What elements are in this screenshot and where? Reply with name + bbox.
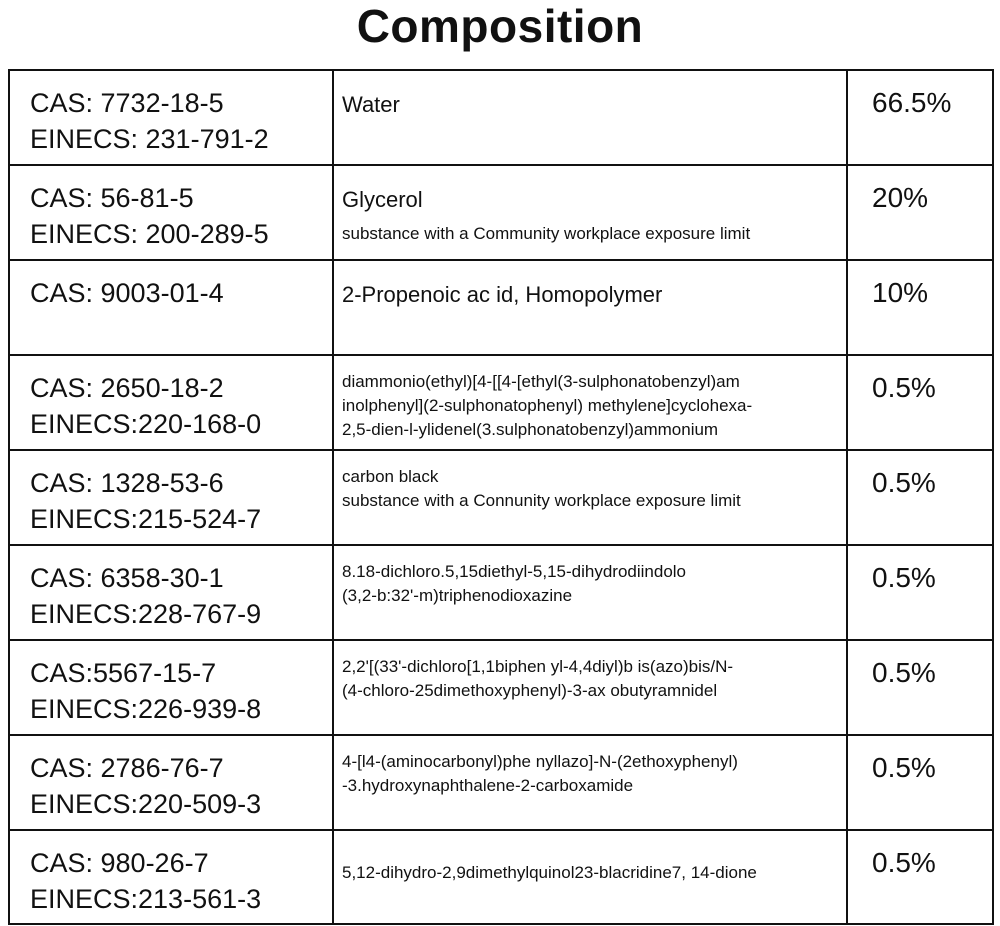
percent-value: 0.5% <box>872 467 936 498</box>
einecs-number: EINECS:220-168-0 <box>30 409 262 439</box>
cas-number: CAS: 9003-01-4 <box>30 278 224 308</box>
percent-value: 10% <box>872 277 929 308</box>
einecs-number: EINECS:228-767-9 <box>30 599 262 629</box>
substance-name-line: (3,2-b:32'-m)triphenodioxazine <box>342 586 573 605</box>
substance-cell <box>333 70 847 165</box>
page-title: Composition <box>356 0 644 52</box>
substance-name-line: -3.hydroxynaphthalene-2-carboxamide <box>342 776 634 795</box>
substance-note: substance with a Connunity workplace exposure limit <box>342 491 741 510</box>
identifier-cell <box>9 640 333 735</box>
table-row <box>9 830 993 924</box>
identifier-cell <box>9 355 333 450</box>
cas-number: CAS: 1328-53-6 <box>30 468 224 498</box>
table-row <box>9 640 993 735</box>
substance-name: 2-Propenoic ac id, Homopolymer <box>342 282 663 307</box>
composition-table <box>8 69 994 925</box>
percent-cell <box>847 545 993 640</box>
identifier-cell <box>9 830 333 924</box>
percent-cell <box>847 640 993 735</box>
table-row <box>9 260 993 355</box>
percent-cell <box>847 260 993 355</box>
substance-cell <box>333 450 847 545</box>
substance-name-line: 2,2'[(33'-dichloro[1,1biphen yl-4,4diyl)b is(azo)bis/N- <box>342 657 734 676</box>
einecs-number: EINECS:213-561-3 <box>30 884 262 914</box>
substance-name: Water <box>342 92 400 117</box>
percent-cell <box>847 70 993 165</box>
cas-number: CAS: 56-81-5 <box>30 183 194 213</box>
table-row <box>9 165 993 260</box>
cas-number: CAS: 2786-76-7 <box>30 753 224 783</box>
table-row <box>9 735 993 830</box>
percent-value: 0.5% <box>872 657 936 688</box>
cas-number: CAS:5567-15-7 <box>30 658 217 688</box>
percent-cell <box>847 735 993 830</box>
substance-name-line: 4-[l4-(aminocarbonyl)phe nyllazo]-N-(2ethoxyphenyl) <box>342 752 738 771</box>
substance-name-line: 5,12-dihydro-2,9dimethylquinol23-blacridine7, 14-dione <box>342 863 757 882</box>
substance-name-line: 2,5-dien-l-ylidenel(3.sulphonatobenzyl)ammonium <box>342 420 719 439</box>
cas-number: CAS: 2650-18-2 <box>30 373 224 403</box>
einecs-number: EINECS: 231-791-2 <box>30 124 269 154</box>
percent-value: 0.5% <box>872 847 936 878</box>
table-row <box>9 355 993 450</box>
percent-cell <box>847 165 993 260</box>
substance-name-line: (4-chloro-25dimethoxyphenyl)-3-ax obutyramnidel <box>342 681 718 700</box>
substance-name-line: inolphenyl](2-sulphonatophenyl) methylene]cyclohexa- <box>342 396 753 415</box>
cas-number: CAS: 7732-18-5 <box>30 88 224 118</box>
substance-note: substance with a Community workplace exposure limit <box>342 224 751 243</box>
substance-cell <box>333 640 847 735</box>
substance-cell <box>333 830 847 924</box>
percent-value: 20% <box>872 182 929 213</box>
table-row <box>9 450 993 545</box>
identifier-cell <box>9 735 333 830</box>
identifier-cell <box>9 260 333 355</box>
table-row <box>9 545 993 640</box>
percent-cell <box>847 355 993 450</box>
einecs-number: EINECS:226-939-8 <box>30 694 262 724</box>
substance-cell <box>333 735 847 830</box>
substance-cell <box>333 355 847 450</box>
substance-cell <box>333 545 847 640</box>
identifier-cell <box>9 70 333 165</box>
substance-cell <box>333 260 847 355</box>
identifier-cell <box>9 450 333 545</box>
substance-name-line: carbon black <box>342 467 439 486</box>
substance-name: Glycerol <box>342 187 423 212</box>
identifier-cell <box>9 545 333 640</box>
einecs-number: EINECS:220-509-3 <box>30 789 262 819</box>
percent-cell <box>847 830 993 924</box>
einecs-number: EINECS:215-524-7 <box>30 504 262 534</box>
substance-name-line: diammonio(ethyl)[4-[[4-[ethyl(3-sulphonatobenzyl)am <box>342 372 740 391</box>
substance-name-line: 8.18-dichloro.5,15diethyl-5,15-dihydrodiindolo <box>342 562 687 581</box>
cas-number: CAS: 6358-30-1 <box>30 563 224 593</box>
percent-cell <box>847 450 993 545</box>
identifier-cell <box>9 165 333 260</box>
cas-number: CAS: 980-26-7 <box>30 848 209 878</box>
einecs-number: EINECS: 200-289-5 <box>30 219 269 249</box>
percent-value: 0.5% <box>872 752 936 783</box>
percent-value: 66.5% <box>872 87 952 118</box>
substance-cell <box>333 165 847 260</box>
table-row <box>9 70 993 165</box>
percent-value: 0.5% <box>872 372 936 403</box>
percent-value: 0.5% <box>872 562 936 593</box>
